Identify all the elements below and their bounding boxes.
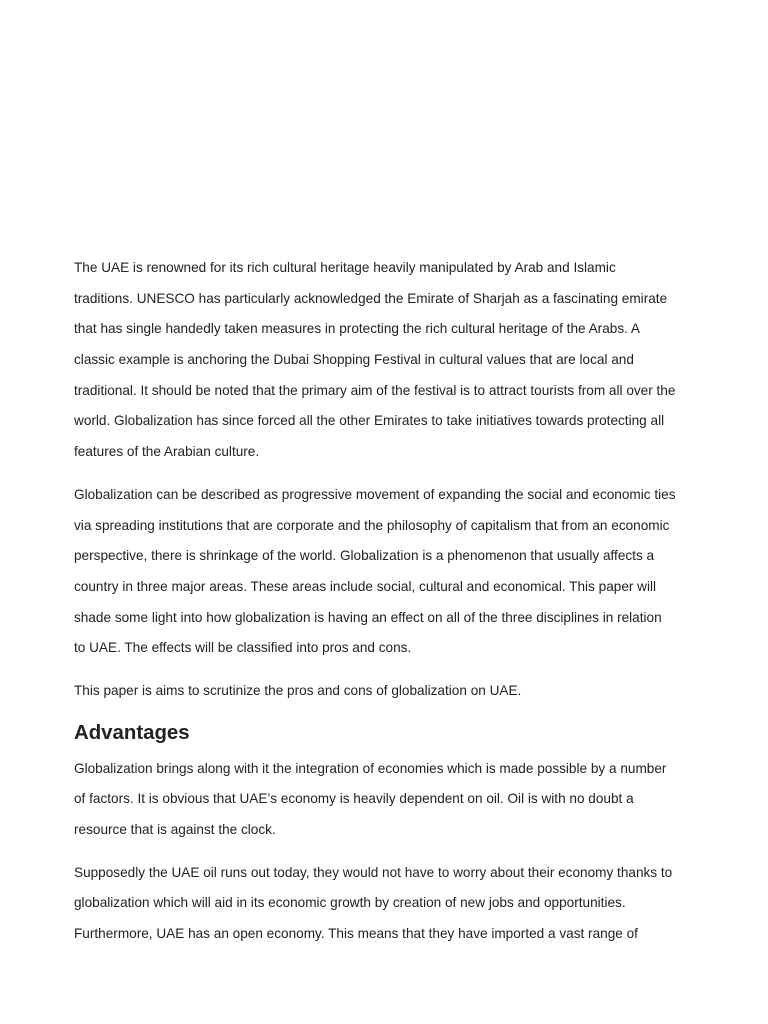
text-line: perspective, there is shrinkage of the world. Globalization is a phenomenon that usually affects a [74, 548, 655, 564]
text-line: This paper is aims to scrutinize the pros and cons of globalization on UAE. [74, 682, 522, 698]
paragraph-oil-runs-out [74, 862, 734, 954]
paragraph-globalization-definition [74, 484, 734, 668]
text-line: shade some light into how globalization is having an effect on all of the three disciplines in relation [74, 609, 662, 625]
paragraph-cultural-heritage [74, 257, 734, 472]
text-line: resource that is against the clock. [74, 822, 276, 837]
text-line: via spreading institutions that are corporate and the philosophy of capitalism that from an economic [74, 517, 670, 533]
text-line: Supposedly the UAE oil runs out today, they would not have to worry about their economy thanks to [74, 864, 673, 880]
paragraph-paper-aim [74, 680, 734, 711]
text-line: Globalization can be described as progressive movement of expanding the social and economic ties [74, 486, 676, 502]
text-line: features of the Arabian culture. [74, 444, 260, 460]
document-body [74, 257, 734, 966]
section-heading-advantages: Advantages [74, 721, 190, 744]
text-line: country in three major areas. These areas include social, cultural and economical. This paper will [74, 578, 657, 594]
text-line: Furthermore, UAE has an open economy. This means that they have imported a vast range of [74, 926, 638, 942]
text-line: of factors. It is obvious that UAE’s economy is heavily dependent on oil. Oil is with no doubt a [74, 791, 634, 807]
paragraph-economic-integration [74, 758, 734, 850]
text-line: traditions. UNESCO has particularly acknowledged the Emirate of Sharjah as a fascinating emirate [74, 290, 668, 306]
text-line: The UAE is renowned for its rich cultural heritage heavily manipulated by Arab and Islamic [74, 260, 616, 275]
text-line: to UAE. The effects will be classified into pros and cons. [74, 640, 412, 656]
text-line: classic example is anchoring the Dubai Shopping Festival in cultural values that are local and [74, 352, 634, 368]
text-line: world. Globalization has since forced all the other Emirates to take initiatives towards protecting all [74, 413, 665, 429]
text-line: that has single handedly taken measures in protecting the rich cultural heritage of the Arabs. A [74, 321, 640, 337]
text-line: globalization which will aid in its economic growth by creation of new jobs and opportunities. [74, 895, 626, 911]
text-line: traditional. It should be noted that the primary aim of the festival is to attract tourists from all over the [74, 382, 676, 398]
text-line: Globalization brings along with it the integration of economies which is made possible by a number [74, 760, 667, 776]
